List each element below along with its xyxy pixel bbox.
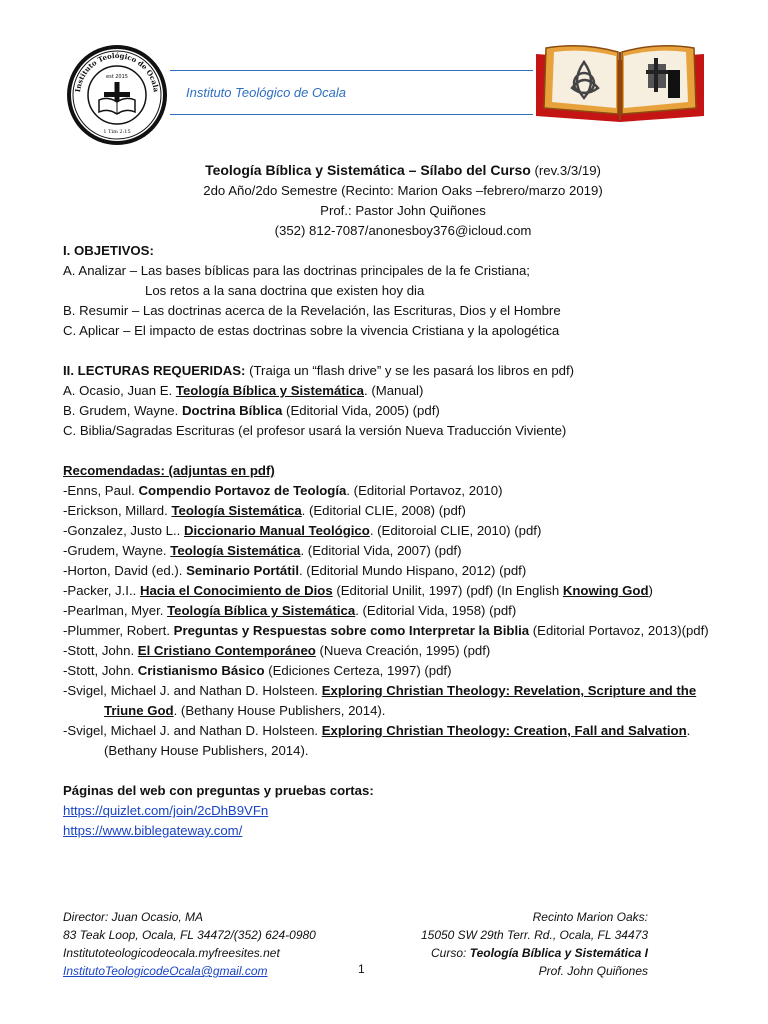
book-title: El Cristiano Contemporáneo xyxy=(137,643,316,658)
reading-item-erickson: -Erickson, Millard. Teología Sistemática. (Editorial CLIE, 2008) (pdf) xyxy=(63,503,466,518)
book-title-cont: Triune God xyxy=(104,703,174,718)
reading-item-packer: -Packer, J.I.. Hacia el Conocimiento de Dios (Editorial Unilit, 1997) (pdf) (In English Knowing God) xyxy=(63,583,653,598)
book-title: Preguntas y Respuestas sobre como Interpretar la Biblia xyxy=(173,623,530,638)
course-title-line xyxy=(83,160,723,181)
reading-item-horton: -Horton, David (ed.). Seminario Portátil. (Editorial Mundo Hispano, 2012) (pdf) xyxy=(63,563,527,578)
book-title: Cristianismo Básico xyxy=(137,663,265,678)
book-title-english: Knowing God xyxy=(562,583,649,598)
open-bible-logo xyxy=(532,38,708,124)
footer-recinto-address: 15050 SW 29th Terr. Rd., Ocala, FL 34473 xyxy=(420,928,648,942)
book-title: Exploring Christian Theology: Revelation, Scripture and the xyxy=(321,683,697,698)
book-title: Diccionario Manual Teológico xyxy=(183,523,370,538)
reading-item-stott-2: -Stott, John. Cristianismo Básico (Ediciones Certeza, 1997) (pdf) xyxy=(63,663,452,678)
svg-text:Instituto Teológico de Ocala: Instituto Teológico de Ocala xyxy=(73,50,161,93)
footer-left xyxy=(63,908,316,980)
reading-item-svigel-1: -Svigel, Michael J. and Nathan D. Holsteen. Exploring Christian Theology: Revelation, Scripture and the xyxy=(63,683,697,698)
quizlet-link[interactable]: https://quizlet.com/join/2cDhB9VFn xyxy=(63,803,269,818)
objetivos-heading: I. OBJETIVOS: xyxy=(63,243,154,258)
footer-address: 83 Teak Loop, Ocala, FL 34472/(352) 624-0980 xyxy=(63,928,316,942)
syllabus-document xyxy=(63,160,723,841)
footer-email-link[interactable]: InstitutoTeologicodeOcala@gmail.com xyxy=(63,964,268,978)
book-title: Compendio Portavoz de Teología xyxy=(138,483,347,498)
footer-director: Director: Juan Ocasio, MA xyxy=(63,910,204,924)
semester-line: 2do Año/2do Semestre (Recinto: Marion Oaks –febrero/marzo 2019) xyxy=(203,183,603,198)
reading-item-pearlman: -Pearlman, Myer. Teología Bíblica y Sistemática. (Editorial Vida, 1958) (pdf) xyxy=(63,603,517,618)
institute-seal-logo xyxy=(66,44,168,146)
web-pages-heading: Páginas del web con preguntas y pruebas cortas: xyxy=(63,783,374,798)
lectura-b: B. Grudem, Wayne. Doctrina Bíblica (Editorial Vida, 2005) (pdf) xyxy=(63,403,440,418)
footer-professor: Prof. John Quiñones xyxy=(538,964,648,978)
objetivo-a-cont: Los retos a la sana doctrina que existen hoy dia xyxy=(145,283,425,298)
footer-right xyxy=(421,908,648,980)
book-title: Teología Sistemática xyxy=(170,543,301,558)
footer-curso: Curso: Teología Bíblica y Sistemática I xyxy=(431,946,648,960)
lecturas-heading-line xyxy=(63,361,723,381)
reading-item-svigel-1-cont: Triune God. (Bethany House Publishers, 2014). xyxy=(104,703,386,718)
book-title: Teología Bíblica y Sistemática xyxy=(175,383,364,398)
lecturas-note: (Traiga un “flash drive” y se les pasará los libros en pdf) xyxy=(245,363,575,378)
book-title: Exploring Christian Theology: Creation, Fall and Salvation xyxy=(321,723,687,738)
reading-item-svigel-2: -Svigel, Michael J. and Nathan D. Holsteen. Exploring Christian Theology: Creation, Fall and Salvation. xyxy=(63,723,691,738)
lectura-a: A. Ocasio, Juan E. Teología Bíblica y Sistemática. (Manual) xyxy=(63,383,424,398)
footer-recinto: Recinto Marion Oaks: xyxy=(532,910,648,924)
objetivo-b: B. Resumir – Las doctrinas acerca de la Revelación, las Escrituras, Dios y el Hombre xyxy=(63,303,561,318)
reading-item-grudem: -Grudem, Wayne. Teología Sistemática. (Editorial Vida, 2007) (pdf) xyxy=(63,543,462,558)
reading-item-stott-1: -Stott, John. El Cristiano Contemporáneo (Nueva Creación, 1995) (pdf) xyxy=(63,643,491,658)
book-title: Teología Bíblica y Sistemática xyxy=(167,603,356,618)
contact-line: (352) 812-7087/anonesboy376@icloud.com xyxy=(274,223,532,238)
lectura-c: C. Biblia/Sagradas Escrituras (el profesor usará la versión Nueva Traducción Viviente) xyxy=(63,423,567,438)
book-title: Teología Sistemática xyxy=(171,503,302,518)
book-title: Doctrina Bíblica xyxy=(181,403,283,418)
book-title: Hacia el Conocimiento de Dios xyxy=(139,583,333,598)
reading-item-enns: -Enns, Paul. Compendio Portavoz de Teología. (Editorial Portavoz, 2010) xyxy=(63,483,503,498)
objetivo-a: A. Analizar – Las bases bíblicas para las doctrinas principales de la fe Cristiana; xyxy=(63,263,530,278)
revision-date: (rev.3/3/19) xyxy=(534,163,601,178)
svg-text:1 Tim 2:15: 1 Tim 2:15 xyxy=(103,129,131,135)
book-title: Seminario Portátil xyxy=(186,563,299,578)
biblegateway-link[interactable]: https://www.biblegateway.com/ xyxy=(63,823,243,838)
title-block xyxy=(63,160,723,241)
course-title: Teología Bíblica y Sistemática – Sílabo del Curso xyxy=(205,162,531,178)
footer-course-name: Teología Bíblica y Sistemática I xyxy=(469,946,648,960)
lecturas-heading: II. LECTURAS REQUERIDAS: xyxy=(63,363,246,378)
header-rule-bottom xyxy=(170,114,533,115)
footer-website: Institutoteologicodeocala.myfreesites.net xyxy=(63,946,280,960)
professor-line: Prof.: Pastor John Quiñones xyxy=(320,203,486,218)
header-rule-top xyxy=(170,70,533,71)
page-number: 1 xyxy=(358,962,365,976)
recomendadas-heading: Recomendadas: (adjuntas en pdf) xyxy=(63,463,275,478)
institute-name: Instituto Teológico de Ocala xyxy=(186,85,346,100)
reading-item-plummer: -Plummer, Robert. Preguntas y Respuestas sobre como Interpretar la Biblia (Editorial Portavoz, 2013)(pdf) xyxy=(63,623,709,638)
reading-item-gonzalez: -Gonzalez, Justo L.. Diccionario Manual Teológico. (Editoroial CLIE, 2010) (pdf) xyxy=(63,523,542,538)
svg-text:est 2015: est 2015 xyxy=(106,74,128,80)
reading-item-svigel-2-cont: (Bethany House Publishers, 2014). xyxy=(104,743,309,758)
objetivo-c: C. Aplicar – El impacto de estas doctrinas sobre la vivencia Cristiana y la apologética xyxy=(63,323,560,338)
